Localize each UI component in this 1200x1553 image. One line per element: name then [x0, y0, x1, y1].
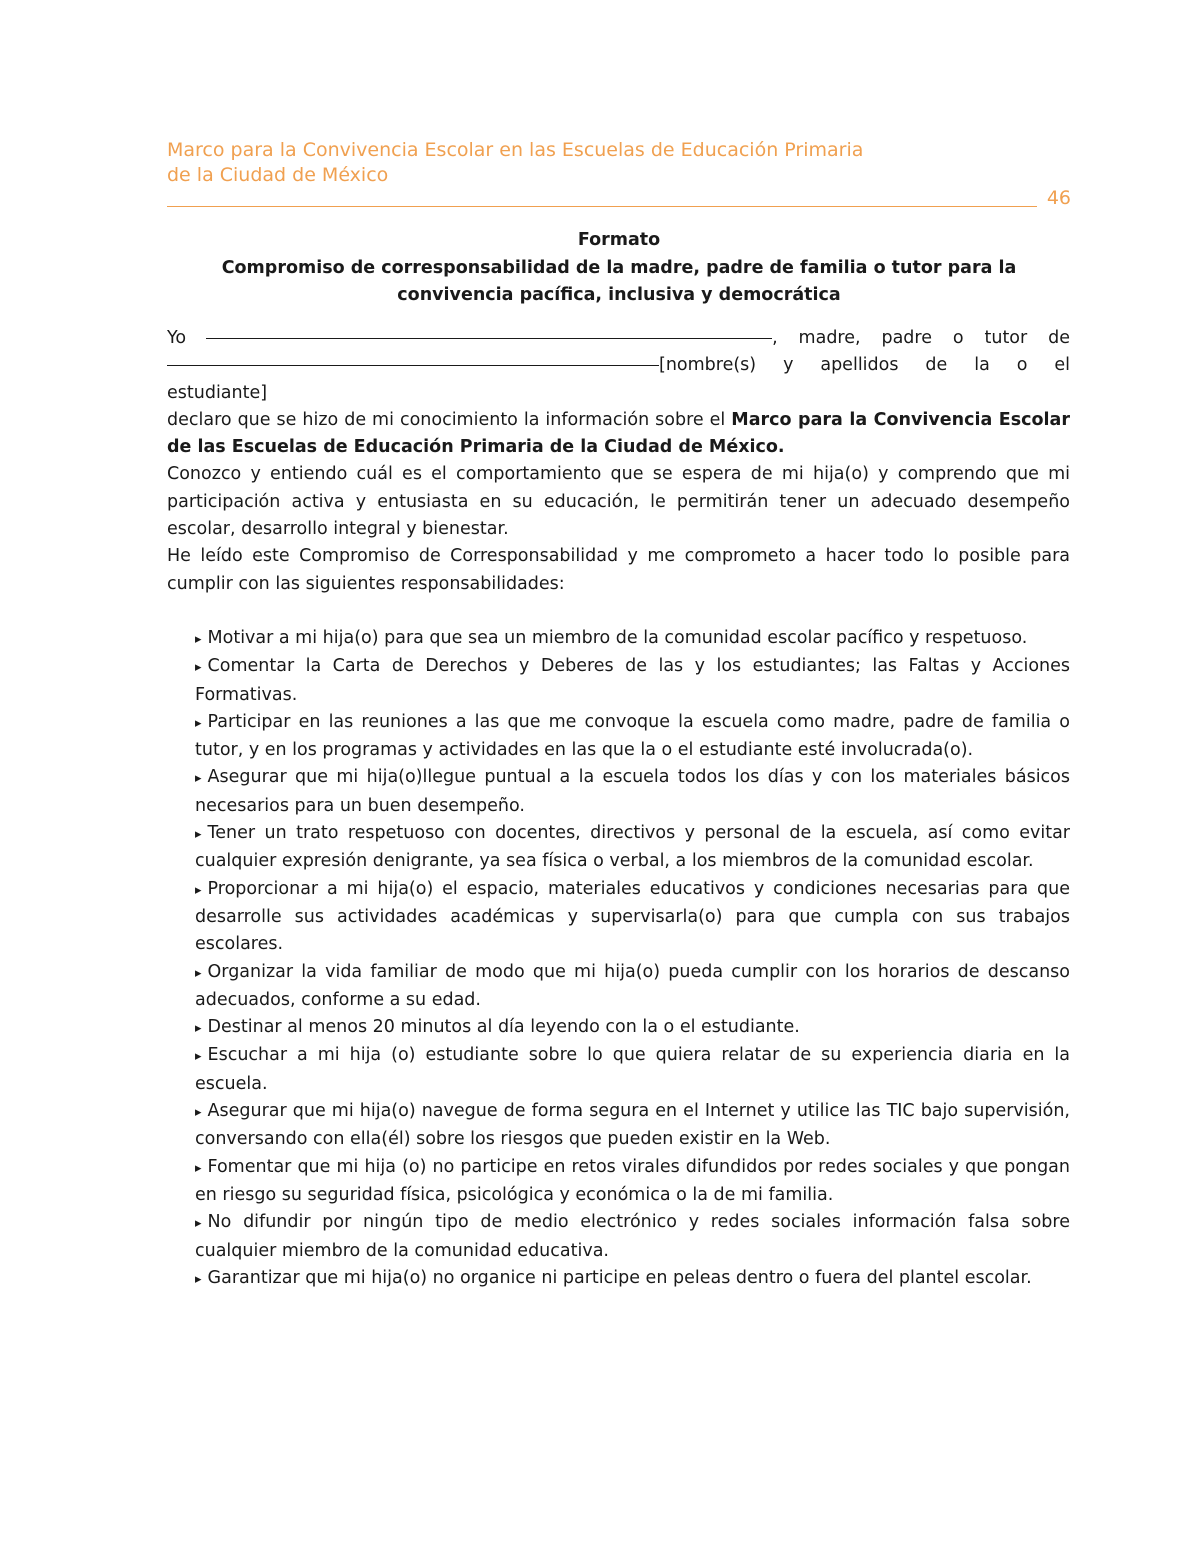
responsibilities-list: [167, 625, 1070, 1293]
document-body: [167, 325, 1070, 1293]
list-item: ▸ Proporcionar a mi hija(o) el espacio, materiales educativos y condiciones necesarias para que desarrolle sus actividades académicas y supervisarla(o) para que cumpla con sus trabajos escolares.: [195, 876, 1070, 959]
declaration-paragraph: [167, 407, 1070, 462]
list-item: ▸ Garantizar que mi hija(o) no organice ni participe en peleas dentro o fuera del plantel escolar.: [195, 1265, 1070, 1293]
marco-reference: Marco para la Convivencia Escolar de las Escuelas de Educación Primaria de la Ciudad de México.: [167, 409, 1070, 458]
running-header: [167, 138, 1067, 188]
header-divider: [167, 206, 1037, 207]
list-item: ▸ Organizar la vida familiar de modo que mi hija(o) pueda cumplir con los horarios de descanso adecuados, conforme a su edad.: [195, 959, 1070, 1015]
intro-line-1: [167, 325, 1070, 352]
list-item: ▸ Asegurar que mi hija(o) navegue de forma segura en el Internet y utilice las TIC bajo supervisión, conversando con ella(él) sobre los riesgos que pueden existir en la Web.: [195, 1098, 1070, 1154]
paragraph-understanding: Conozco y entiendo cuál es el comportamiento que se espera de mi hija(o) y comprendo que mi participación activa y entusiasta en su educación, le permitirán tener un adecuado desempeño escolar, desarrollo integral y bienestar.: [167, 464, 1070, 540]
declaration-text: declaro que se hizo de mi conocimiento la información sobre el: [167, 409, 726, 430]
header-rule: [167, 185, 1071, 209]
list-item: ▸ Fomentar que mi hija (o) no participe en retos virales difundidos por redes sociales y que pongan en riesgo su seguridad física, psicológica y económica o la de mi familia.: [195, 1154, 1070, 1210]
yo-label: Yo: [167, 328, 187, 348]
student-name-blank[interactable]: [167, 364, 659, 366]
list-item: ▸ Motivar a mi hija(o) para que sea un miembro de la comunidad escolar pacífico y respetuoso.: [195, 625, 1070, 653]
intro-line-3: estudiante]: [167, 382, 268, 403]
list-item: ▸ No difundir por ningún tipo de medio electrónico y redes sociales información falsa sobre cualquier miembro de la comunidad educativa.: [195, 1209, 1070, 1265]
list-item: ▸ Escuchar a mi hija (o) estudiante sobre lo que quiera relatar de su experiencia diaria en la escuela.: [195, 1042, 1070, 1098]
intro-student-text: [nombre(s) y apellidos de la o el: [659, 355, 1070, 376]
intro-line-2: [167, 352, 1070, 379]
form-titles: [167, 227, 1071, 310]
form-title-line2: convivencia pacífica, inclusiva y democrática: [397, 285, 841, 305]
header-title-line2: de la Ciudad de México: [167, 164, 389, 186]
list-item: ▸ Comentar la Carta de Derechos y Deberes de las y los estudiantes; las Faltas y Acciones Formativas.: [195, 653, 1070, 709]
list-item: ▸ Destinar al menos 20 minutos al día leyendo con la o el estudiante.: [195, 1014, 1070, 1042]
paragraph-commitment: He leído este Compromiso de Corresponsabilidad y me comprometo a hacer todo lo posible para cumplir con las siguientes responsabilidades:: [167, 546, 1070, 594]
list-item: ▸ Tener un trato respetuoso con docentes, directivos y personal de la escuela, así como evitar cualquier expresión denigrante, ya sea física o verbal, a los miembros de la comunidad escolar.: [195, 820, 1070, 876]
header-title-line1: Marco para la Convivencia Escolar en las Escuelas de Educación Primaria: [167, 139, 864, 161]
form-title-line1: Compromiso de corresponsabilidad de la madre, padre de familia o tutor para la: [221, 257, 1017, 278]
parent-name-blank[interactable]: [206, 337, 772, 339]
intro-role-text: , madre, padre o tutor de: [772, 328, 1070, 348]
list-item: ▸ Asegurar que mi hija(o)llegue puntual a la escuela todos los días y con los materiales básicos necesarios para un buen desempeño.: [195, 764, 1070, 820]
list-item: ▸ Participar en las reuniones a las que me convoque la escuela como madre, padre de familia o tutor, y en los programas y actividades en las que la o el estudiante esté involucrada(o).: [195, 709, 1070, 765]
page-number: 46: [1046, 187, 1071, 209]
form-label: Formato: [577, 230, 661, 250]
